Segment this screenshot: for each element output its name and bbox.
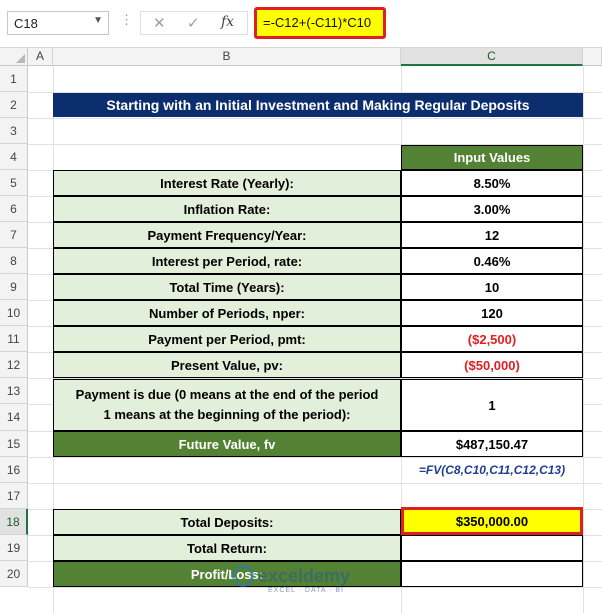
row-header-3[interactable]: 3: [0, 118, 28, 144]
row-header-18[interactable]: 18: [0, 509, 28, 535]
payment-due-value[interactable]: 1: [401, 379, 583, 431]
row-header-16[interactable]: 16: [0, 457, 28, 483]
row-header-2[interactable]: 2: [0, 92, 28, 118]
input-values-header: Input Values: [401, 145, 583, 170]
column-header-a[interactable]: A: [28, 48, 53, 66]
input-label: Present Value, pv:: [53, 352, 401, 378]
input-value[interactable]: 120: [401, 300, 583, 326]
input-label: Payment per Period, pmt:: [53, 326, 401, 352]
payment-due-label: [53, 379, 401, 431]
total-return-value[interactable]: [401, 535, 583, 561]
row-header-17[interactable]: 17: [0, 483, 28, 509]
input-value[interactable]: 10: [401, 274, 583, 300]
payment-due-line2: 1 means at the beginning of the period):: [103, 407, 351, 422]
row-header-19[interactable]: 19: [0, 535, 28, 561]
more-icon: ⋮: [120, 12, 132, 27]
total-deposits-value[interactable]: $350,000.00: [401, 507, 583, 535]
grid-line: [28, 118, 602, 119]
check-icon[interactable]: ✓: [187, 15, 200, 32]
row-header-20[interactable]: 20: [0, 561, 28, 587]
column-header-b[interactable]: B: [53, 48, 401, 66]
name-box[interactable]: [7, 11, 109, 35]
input-label: Interest per Period, rate:: [53, 248, 401, 274]
input-label: Interest Rate (Yearly):: [53, 170, 401, 196]
row-header-9[interactable]: 9: [0, 274, 28, 300]
sheet-title: Starting with an Initial Investment and Making Regular Deposits: [53, 93, 583, 117]
row-header-8[interactable]: 8: [0, 248, 28, 274]
row-header-13[interactable]: 13: [0, 378, 28, 404]
row-header-6[interactable]: 6: [0, 196, 28, 222]
payment-due-line1: Payment is due (0 means at the end of the period: [75, 387, 379, 402]
input-label: Inflation Rate:: [53, 196, 401, 222]
watermark-tagline: EXCEL · DATA · BI: [268, 587, 344, 594]
name-box-value: C18: [14, 16, 38, 31]
grid-line: [28, 483, 602, 484]
input-value[interactable]: 0.46%: [401, 248, 583, 274]
row-header-5[interactable]: 5: [0, 170, 28, 196]
select-all-corner[interactable]: [0, 48, 28, 66]
column-header-d[interactable]: [583, 48, 602, 66]
formula-buttons: [140, 11, 248, 35]
input-value[interactable]: 12: [401, 222, 583, 248]
total-return-label: Total Return:: [53, 535, 401, 561]
input-value[interactable]: ($50,000): [401, 352, 583, 378]
row-header-1[interactable]: 1: [0, 66, 28, 92]
future-value-value[interactable]: $487,150.47: [401, 431, 583, 457]
input-value[interactable]: ($2,500): [401, 326, 583, 352]
future-value-label: Future Value, fv: [53, 431, 401, 457]
row-header-4[interactable]: 4: [0, 144, 28, 170]
fv-formula-note[interactable]: =FV(C8,C10,C11,C12,C13): [418, 463, 566, 477]
profit-loss-label: Profit/Loss:: [53, 561, 401, 587]
chevron-down-icon[interactable]: ▼: [93, 15, 103, 26]
input-value[interactable]: 3.00%: [401, 196, 583, 222]
column-header-c[interactable]: C: [401, 48, 583, 66]
formula-bar: [0, 0, 602, 48]
exceldemy-logo-icon: [232, 565, 254, 587]
row-header-14[interactable]: 14: [0, 404, 28, 431]
input-label: Total Time (Years):: [53, 274, 401, 300]
row-header-11[interactable]: 11: [0, 326, 28, 352]
input-label: Number of Periods, nper:: [53, 300, 401, 326]
row-header-15[interactable]: 15: [0, 431, 28, 457]
input-value[interactable]: 8.50%: [401, 170, 583, 196]
formula-input[interactable]: =-C12+(-C11)*C10: [254, 7, 386, 39]
row-header-10[interactable]: 10: [0, 300, 28, 326]
input-label: Payment Frequency/Year:: [53, 222, 401, 248]
total-deposits-label: Total Deposits:: [53, 509, 401, 535]
profit-loss-value[interactable]: [401, 561, 583, 587]
close-icon[interactable]: ✕: [153, 15, 166, 32]
row-header-12[interactable]: 12: [0, 352, 28, 378]
exceldemy-logo: [232, 565, 350, 587]
row-header-7[interactable]: 7: [0, 222, 28, 248]
fx-icon[interactable]: fx: [221, 14, 235, 30]
watermark-name: exceldemy: [258, 565, 351, 586]
